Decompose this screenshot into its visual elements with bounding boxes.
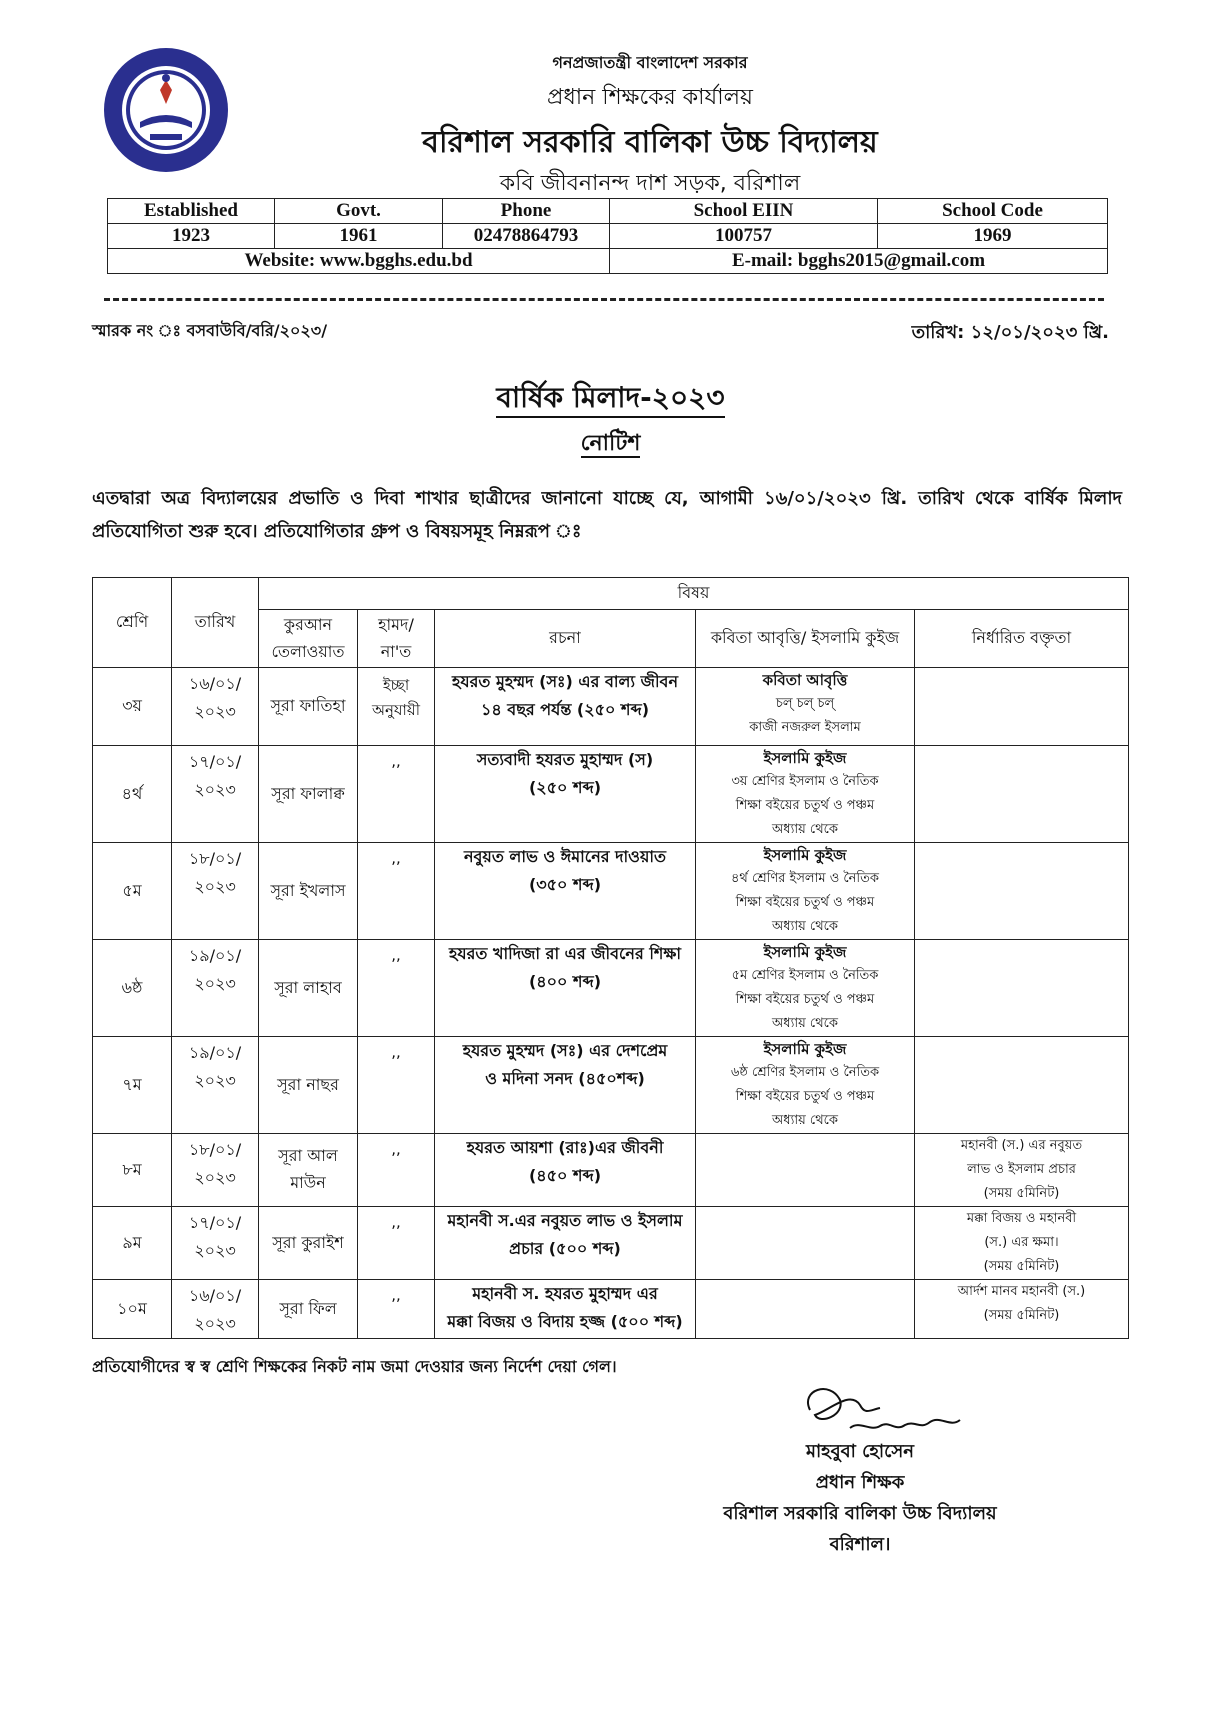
essay-line-2: প্রচার (৫০০ শব্দ) — [509, 1239, 621, 1258]
cell-poem-quiz — [696, 668, 915, 746]
date-line-2: ২০২৩ — [194, 1071, 236, 1090]
phone-value: 02478864793 — [443, 224, 610, 249]
hamd-text: ,, — [391, 946, 401, 964]
cell-quran — [259, 1207, 358, 1280]
cell-essay — [435, 940, 696, 1037]
hamd-text: ,, — [391, 1286, 401, 1304]
poem-line-3: কাজী নজরুল ইসলাম — [749, 720, 861, 735]
poem-line-1: ইসলামি কুইজ — [763, 846, 847, 864]
speech-line-3: (সময় ৫মিনিট) — [983, 1259, 1060, 1274]
cell-poem-quiz — [696, 1207, 915, 1280]
date-line-1: ১৮/০১/ — [188, 849, 242, 868]
header-poem-quiz: কবিতা আবৃত্তি/ ইসলামি কুইজ — [696, 610, 915, 668]
table-row — [93, 1207, 1129, 1280]
grade-text: ৯ম — [122, 1232, 142, 1252]
date-line-1: ১৭/০১/ — [188, 1213, 242, 1232]
header-hamd: হামদ/ না'ত — [358, 610, 435, 668]
cell-hamd — [358, 1207, 435, 1280]
grade-text: ৬ষ্ঠ — [121, 977, 143, 997]
essay-line-1: হযরত মুহম্মদ (সঃ) এর বাল্য জীবন — [451, 672, 678, 691]
essay-line-2: ও মদিনা সনদ (৪৫০শব্দ) — [485, 1069, 645, 1088]
essay-line-2: ১৪ বছর পর্যন্ত (২৫০ শব্দ) — [480, 700, 650, 719]
date-line-1: ১৯/০১/ — [188, 1043, 242, 1062]
poem-line-2: ৬ষ্ঠ শ্রেণির ইসলাম ও নৈতিক — [730, 1065, 880, 1080]
cell-grade — [93, 746, 172, 843]
cell-hamd — [358, 843, 435, 940]
header-speech: নির্ধারিত বক্তৃতা — [915, 610, 1129, 668]
cell-grade — [93, 843, 172, 940]
cell-poem-quiz — [696, 1280, 915, 1339]
date-line-2: ২০২৩ — [194, 974, 236, 993]
cell-speech — [915, 746, 1129, 843]
notice-subtitle-text: নোটিশ — [580, 431, 641, 456]
school-info-table — [107, 198, 1108, 274]
cell-quran — [259, 940, 358, 1037]
cell-grade — [93, 1280, 172, 1339]
hamd-text: ,, — [391, 1140, 401, 1158]
table-row — [93, 1037, 1129, 1134]
signatory-school: বরিশাল সরকারি বালিকা উচ্চ বিদ্যালয় — [723, 1503, 997, 1524]
date-line-1: ১৭/০১/ — [188, 752, 242, 771]
cell-date — [172, 1207, 259, 1280]
table-row — [93, 843, 1129, 940]
poem-line-3: শিক্ষা বইয়ের চতুর্থ ও পঞ্চম — [735, 798, 875, 813]
government-line: গনপ্রজাতন্ত্রী বাংলাদেশ সরকার — [552, 53, 748, 72]
grade-text: ৩য় — [122, 696, 142, 715]
competition-table — [92, 577, 1129, 1339]
header-quran: কুরআন তেলাওয়াত — [259, 610, 358, 668]
quran-text: সূরা কুরাইশ — [272, 1232, 344, 1252]
grade-text: ৪র্থ — [121, 783, 143, 803]
speech-line-1: মহানবী (স.) এর নবুয়ত — [960, 1138, 1083, 1153]
cell-essay — [435, 668, 696, 746]
instruction-text: প্রতিযোগীদের স্ব স্ব শ্রেণি শিক্ষকের নিকট নাম জমা দেওয়ার জন্য নির্দেশ দেয়া গেল। — [92, 1357, 617, 1376]
quran-text: সূরা ফালাক্ব — [271, 783, 345, 803]
cell-essay — [435, 1037, 696, 1134]
essay-line-1: মহানবী স.এর নবুয়ত লাভ ও ইসলাম — [447, 1211, 683, 1230]
date-line-1: ১৮/০১/ — [188, 1140, 242, 1159]
hamd-text: ইচ্ছা অনুযায়ী — [371, 676, 421, 719]
cell-speech — [915, 843, 1129, 940]
table-row — [93, 1134, 1129, 1207]
date-line-1: ১৬/০১/ — [188, 674, 242, 693]
essay-line-1: মহানবী স. হযরত মুহাম্মদ এর — [472, 1284, 658, 1303]
email-text: E-mail: bgghs2015@gmail.com — [610, 249, 1108, 274]
essay-line-2: (৩৫০ শব্দ) — [528, 875, 602, 894]
signatory-designation: প্রধান শিক্ষক — [815, 1472, 905, 1493]
date-line-2: ২০২৩ — [194, 877, 236, 896]
speech-line-3: (সময় ৫মিনিট) — [983, 1186, 1060, 1201]
code-label: School Code — [878, 199, 1108, 224]
cell-quran — [259, 1037, 358, 1134]
signatory-name: মাহবুবা হোসেন — [805, 1441, 915, 1462]
table-row — [93, 668, 1129, 746]
speech-line-2: লাভ ও ইসলাম প্রচার — [967, 1162, 1076, 1177]
phone-label: Phone — [443, 199, 610, 224]
poem-line-3: শিক্ষা বইয়ের চতুর্থ ও পঞ্চম — [735, 992, 875, 1007]
established-label: Established — [108, 199, 275, 224]
quran-text: সূরা ফিল — [279, 1298, 337, 1318]
essay-line-1: হযরত মুহম্মদ (সঃ) এর দেশপ্রেম — [462, 1041, 668, 1060]
essay-line-2: (৪০০ শব্দ) — [528, 972, 602, 991]
cell-date — [172, 746, 259, 843]
hamd-text: ,, — [391, 849, 401, 867]
cell-hamd — [358, 1037, 435, 1134]
notice-title-text: বার্ষিক মিলাদ-২০২৩ — [496, 381, 724, 418]
cell-poem-quiz — [696, 843, 915, 940]
notice-subtitle — [0, 426, 1221, 463]
quran-text: সূরা ফাতিহা — [270, 696, 346, 715]
speech-line-1: আর্দশ মানব মহানবী (স.) — [957, 1284, 1086, 1299]
poem-line-4: অধ্যায় থেকে — [772, 919, 838, 934]
header-essay: রচনা — [435, 610, 696, 668]
poem-line-1: কবিতা আবৃত্তি — [762, 671, 848, 689]
header-grade: শ্রেণি — [93, 578, 172, 668]
cell-grade — [93, 1134, 172, 1207]
notice-body: এতদ্বারা অত্র বিদ্যালয়ের প্রভাতি ও দিবা শাখার ছাত্রীদের জানানো যাচ্ছে যে, আগামী ১৬/০১/২০২৩ খ্রি. তারিখ থেকে বার্ষিক মিলাদ প্রতিযোগিতা শুরু হবে। প্রতিযোগিতার গ্রুপ ও বিষয়সমূহ নিম্নরূপ ঃ — [92, 488, 1122, 542]
eiin-label: School EIIN — [610, 199, 878, 224]
speech-line-1: মক্কা বিজয় ও মহানবী — [966, 1211, 1077, 1226]
cell-speech — [915, 668, 1129, 746]
hamd-text: ,, — [391, 752, 401, 770]
date-line-2: ২০২৩ — [194, 1314, 236, 1333]
cell-quran — [259, 746, 358, 843]
essay-line-1: নবুয়ত লাভ ও ঈমানের দাওয়াত — [463, 847, 667, 866]
essay-line-2: (২৫০ শব্দ) — [528, 778, 602, 797]
date-line-2: ২০২৩ — [194, 780, 236, 799]
hamd-text: ,, — [391, 1213, 401, 1231]
essay-line-1: হযরত খাদিজা রা এর জীবনের শিক্ষা — [448, 944, 681, 963]
poem-line-2: ৪র্থ শ্রেণির ইসলাম ও নৈতিক — [730, 871, 880, 886]
speech-line-2: (স.) এর ক্ষমা। — [984, 1235, 1059, 1250]
poem-line-4: অধ্যায় থেকে — [772, 1113, 838, 1128]
cell-speech — [915, 1207, 1129, 1280]
cell-speech — [915, 1134, 1129, 1207]
notice-date: তারিখ: ১২/০১/২০২৩ খ্রি. — [911, 322, 1109, 343]
essay-line-2: (৪৫০ শব্দ) — [528, 1166, 602, 1185]
speech-line-2: (সময় ৫মিনিট) — [983, 1308, 1060, 1323]
cell-grade — [93, 940, 172, 1037]
cell-quran — [259, 668, 358, 746]
cell-hamd — [358, 1280, 435, 1339]
date-line-1: ১৬/০১/ — [188, 1286, 242, 1305]
cell-essay — [435, 1207, 696, 1280]
school-name: বরিশাল সরকারি বালিকা উচ্চ বিদ্যালয় — [422, 125, 878, 160]
date-line-2: ২০২৩ — [194, 1168, 236, 1187]
quran-text: সূরা নাছর — [277, 1074, 339, 1094]
grade-text: ৮ম — [122, 1159, 142, 1179]
cell-date — [172, 668, 259, 746]
grade-text: ১০ম — [117, 1298, 147, 1318]
govt-label: Govt. — [275, 199, 443, 224]
table-row — [93, 746, 1129, 843]
poem-line-2: ৩য় শ্রেণির ইসলাম ও নৈতিক — [731, 774, 879, 789]
poem-line-2: চল্ চল্ চল্ — [775, 696, 835, 711]
cell-speech — [915, 1280, 1129, 1339]
cell-hamd — [358, 746, 435, 843]
cell-date — [172, 1134, 259, 1207]
cell-speech — [915, 940, 1129, 1037]
quran-text: সূরা ইখলাস — [270, 880, 346, 900]
school-address: কবি জীবনানন্দ দাশ সড়ক, বরিশাল — [499, 171, 801, 196]
poem-line-1: ইসলামি কুইজ — [763, 749, 847, 767]
essay-line-1: সত্যবাদী হযরত মুহাম্মদ (স) — [476, 750, 654, 769]
date-line-2: ২০২৩ — [194, 702, 236, 721]
govt-value: 1961 — [275, 224, 443, 249]
cell-hamd — [358, 940, 435, 1037]
hamd-text: ,, — [391, 1043, 401, 1061]
quran-text: সূরা লাহাব — [274, 977, 342, 997]
school-seal-logo — [100, 44, 232, 176]
cell-essay — [435, 1134, 696, 1207]
cell-grade — [93, 1037, 172, 1134]
poem-line-2: ৫ম শ্রেণির ইসলাম ও নৈতিক — [731, 968, 879, 983]
poem-line-4: অধ্যায় থেকে — [772, 822, 838, 837]
code-value: 1969 — [878, 224, 1108, 249]
cell-quran — [259, 1134, 358, 1207]
grade-text: ৫ম — [122, 880, 142, 900]
cell-poem-quiz — [696, 1134, 915, 1207]
eiin-value: 100757 — [610, 224, 878, 249]
cell-quran — [259, 1280, 358, 1339]
cell-grade — [93, 668, 172, 746]
header-date: তারিখ — [172, 578, 259, 668]
established-value: 1923 — [108, 224, 275, 249]
cell-hamd — [358, 1134, 435, 1207]
cell-essay — [435, 1280, 696, 1339]
poem-line-1: ইসলামি কুইজ — [763, 943, 847, 961]
poem-line-1: ইসলামি কুইজ — [763, 1040, 847, 1058]
website-text: Website: www.bgghs.edu.bd — [108, 249, 610, 274]
cell-poem-quiz — [696, 1037, 915, 1134]
cell-poem-quiz — [696, 940, 915, 1037]
cell-date — [172, 1280, 259, 1339]
quran-text: সূরা আল মাউন — [278, 1146, 338, 1192]
cell-quran — [259, 843, 358, 940]
signature-block — [690, 1436, 1030, 1560]
date-line-2: ২০২৩ — [194, 1241, 236, 1260]
date-line-1: ১৯/০১/ — [188, 946, 242, 965]
cell-date — [172, 1037, 259, 1134]
cell-speech — [915, 1037, 1129, 1134]
poem-line-4: অধ্যায় থেকে — [772, 1016, 838, 1031]
cell-essay — [435, 843, 696, 940]
cell-hamd — [358, 668, 435, 746]
notice-title — [0, 376, 1221, 423]
header-subject: বিষয় — [259, 578, 1129, 610]
essay-line-2: মক্কা বিজয় ও বিদায় হজ্জ (৫০০ শব্দ) — [447, 1312, 683, 1331]
cell-essay — [435, 746, 696, 843]
poem-line-3: শিক্ষা বইয়ের চতুর্থ ও পঞ্চম — [735, 895, 875, 910]
grade-text: ৭ম — [122, 1074, 142, 1094]
table-row — [93, 1280, 1129, 1339]
essay-line-1: হযরত আয়শা (রাঃ)এর জীবনী — [466, 1138, 664, 1157]
cell-date — [172, 843, 259, 940]
cell-date — [172, 940, 259, 1037]
cell-poem-quiz — [696, 746, 915, 843]
poem-line-3: শিক্ষা বইয়ের চতুর্থ ও পঞ্চম — [735, 1089, 875, 1104]
signatory-city: বরিশাল। — [829, 1534, 891, 1555]
dashed-divider — [104, 298, 1104, 301]
cell-grade — [93, 1207, 172, 1280]
office-line: প্রধান শিক্ষকের কার্যালয় — [547, 85, 753, 110]
memo-number: স্মারক নং ঃ বসবাউবি/বরি/২০২৩/ — [92, 321, 328, 340]
table-row — [93, 940, 1129, 1037]
